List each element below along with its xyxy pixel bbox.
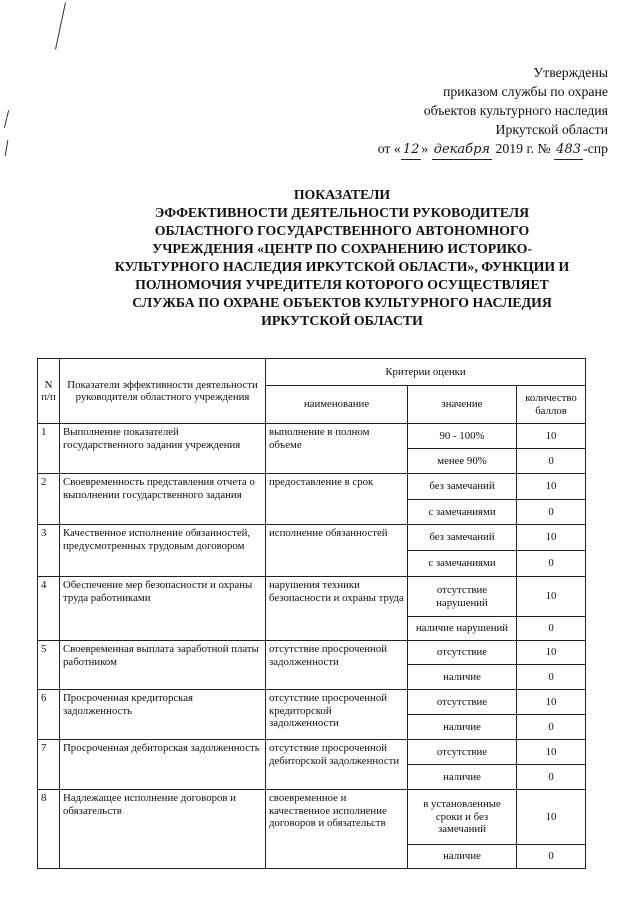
approval-line: Утверждены [533,65,608,80]
row-indicator: Просроченная кредиторская задолженность [60,690,266,740]
approval-date-line [378,139,608,160]
date-mid: » [421,141,429,156]
row-points: 10 [517,577,586,617]
row-points: 10 [517,474,586,500]
row-value: без замечаний [408,474,517,500]
row-value: наличие [408,665,517,690]
row-points: 10 [517,690,586,715]
table-row [38,790,586,845]
row-num: 5 [38,641,60,690]
row-indicator: Выполнение показателей государственного задания учреждения [60,424,266,474]
row-criterion-name: исполнение обязанностей [266,525,408,577]
approval-line: приказом службы по охране [443,84,608,99]
row-indicator: Своевременная выплата заработной платы работником [60,641,266,690]
approval-block [378,63,608,160]
row-indicator: Просроченная дебиторская задолженность [60,740,266,790]
title-line: ПОЛНОМОЧИЯ УЧРЕДИТЕЛЯ КОТОРОГО ОСУЩЕСТВЛЯЕТ [135,277,549,292]
document-title [72,186,612,330]
title-line: СЛУЖБА ПО ОХРАНЕ ОБЪЕКТОВ КУЛЬТУРНОГО НАСЛЕДИЯ [132,295,552,310]
row-points: 10 [517,525,586,551]
row-points: 0 [517,715,586,740]
row-value: наличие [408,715,517,740]
row-value: менее 90% [408,449,517,474]
row-value: без замечаний [408,525,517,551]
table-row [38,525,586,551]
row-num: 3 [38,525,60,577]
row-value: наличие [408,845,517,869]
row-num: 1 [38,424,60,474]
row-points: 10 [517,790,586,845]
header-name: наименование [266,386,408,424]
row-points: 0 [517,617,586,641]
row-value: отсутствие нарушений [408,577,517,617]
order-suffix: -спр [582,141,608,156]
row-points: 0 [517,500,586,525]
row-points: 0 [517,665,586,690]
title-line: ЭФФЕКТИВНОСТИ ДЕЯТЕЛЬНОСТИ РУКОВОДИТЕЛЯ [154,205,530,220]
row-num: 8 [38,790,60,869]
row-value: с замечаниями [408,551,517,577]
approval-line: объектов культурного наследия [423,103,608,118]
row-value: отсутствие [408,740,517,765]
row-criterion-name: отсутствие просроченной кредиторской задолженности [266,690,408,740]
row-value: отсутствие [408,690,517,715]
header-points: количество баллов [517,386,586,424]
header-num: N п/п [38,359,60,424]
row-indicator: Обеспечение мер безопасности и охраны труда работниками [60,577,266,641]
header-value: значение [408,386,517,424]
row-value: наличие нарушений [408,617,517,641]
row-indicator: Надлежащее исполнение договоров и обязательств [60,790,266,869]
row-points: 0 [517,449,586,474]
row-points: 0 [517,551,586,577]
row-criterion-name: нарушения техники безопасности и охраны труда [266,577,408,641]
row-num: 7 [38,740,60,790]
row-points: 0 [517,845,586,869]
row-criterion-name: предоставление в срок [266,474,408,525]
scan-margin-mark [5,140,9,156]
title-line: УЧРЕЖДЕНИЯ «ЦЕНТР ПО СОХРАНЕНИЮ ИСТОРИКО- [152,241,532,256]
row-value: в установленные сроки и без замечаний [408,790,517,845]
table-row [38,641,586,665]
row-value: отсутствие [408,641,517,665]
row-value: 90 - 100% [408,424,517,449]
row-criterion-name: выполнение в полном объеме [266,424,408,474]
table-row [38,740,586,765]
date-month: декабря [432,140,492,160]
approval-line: Иркутской области [495,122,608,137]
table-row [38,577,586,617]
row-points: 10 [517,424,586,449]
row-num: 6 [38,690,60,740]
row-value: с замечаниями [408,500,517,525]
date-prefix: от « [377,141,401,156]
header-criteria: Критерии оценки [266,359,586,386]
date-day: 12 [401,140,422,160]
title-line: ИРКУТСКОЙ ОБЛАСТИ [261,313,423,328]
row-points: 10 [517,641,586,665]
title-line: ПОКАЗАТЕЛИ [293,187,391,202]
scan-margin-mark [55,2,66,49]
row-num: 4 [38,577,60,641]
table-row [38,690,586,715]
row-points: 10 [517,740,586,765]
order-number: 483 [554,140,583,160]
table-row [38,424,586,449]
table-row [38,474,586,500]
row-criterion-name: своевременное и качественное исполнение договоров и обязательств [266,790,408,869]
row-criterion-name: отсутствие просроченной дебиторской задолженности [266,740,408,790]
title-line: КУЛЬТУРНОГО НАСЛЕДИЯ ИРКУТСКОЙ ОБЛАСТИ», ФУНКЦИИ И [114,259,570,274]
date-year: 2019 г. № [495,141,551,156]
indicators-table [37,358,586,869]
header-indicator: Показатели эффективности деятельности руководителя областного учреждения [60,359,266,424]
row-num: 2 [38,474,60,525]
row-value: наличие [408,765,517,790]
title-line: ОБЛАСТНОГО ГОСУДАРСТВЕННОГО АВТОНОМНОГО [154,223,530,238]
row-indicator: Качественное исполнение обязанностей, предусмотренных трудовым договором [60,525,266,577]
row-criterion-name: отсутствие просроченной задолженности [266,641,408,690]
row-points: 0 [517,765,586,790]
scan-margin-mark [4,110,9,128]
row-indicator: Своевременность представления отчета о выполнении государственного задания [60,474,266,525]
